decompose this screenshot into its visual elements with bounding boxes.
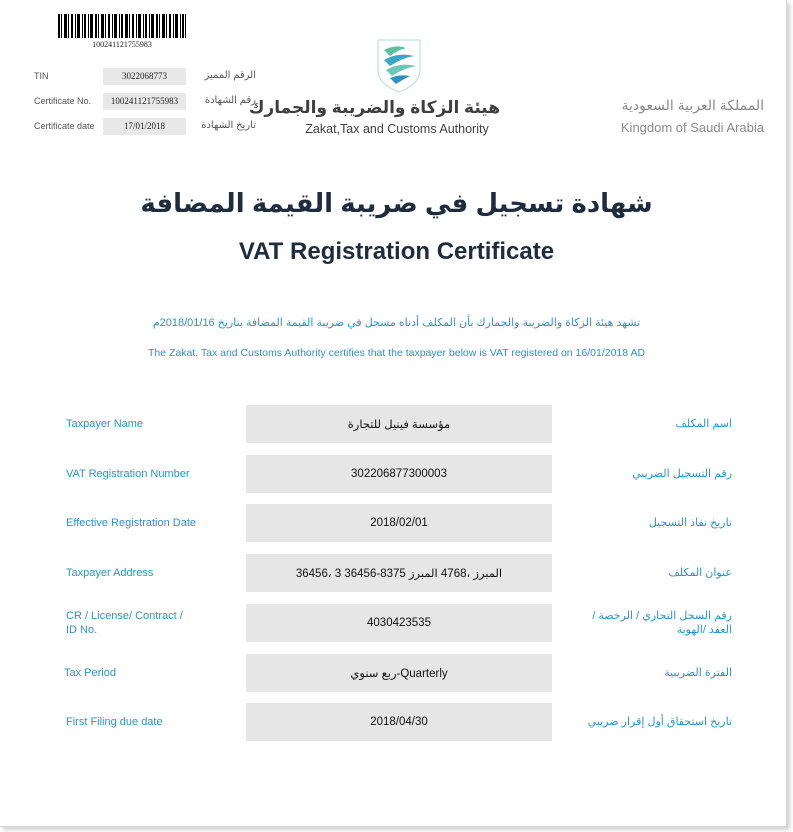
certificate-date-label-en: Certificate date xyxy=(34,121,95,131)
tin-label-en: TIN xyxy=(34,71,49,81)
taxpayer-name-label-en: Taxpayer Name xyxy=(66,418,144,430)
first-filing-due-date-label-ar: تاريخ استحقاق أول إقرار ضريبي xyxy=(587,716,732,728)
first-filing-due-date-label-en: First Filing due date xyxy=(66,716,163,728)
effective-registration-date-label-ar: تاريخ نفاذ التسجيل xyxy=(648,517,732,529)
tax-period-label-ar: الفترة الضريبية xyxy=(664,667,732,679)
vat-registration-number-value: 302206877300003 xyxy=(246,455,552,493)
taxpayer-name-row xyxy=(0,405,793,443)
cr-license-row xyxy=(0,604,793,642)
taxpayer-address-row xyxy=(0,554,793,592)
authority-name-en: Zakat,Tax and Customs Authority xyxy=(305,122,489,136)
zatca-logo-icon xyxy=(372,36,426,94)
tax-period-row xyxy=(0,654,793,692)
taxpayer-address-label-ar: عنوان المكلف xyxy=(668,567,732,579)
tin-value: 3022068773 xyxy=(103,68,186,85)
title-en: VAT Registration Certificate xyxy=(238,238,555,265)
taxpayer-address-label-en: Taxpayer Address xyxy=(66,567,154,579)
certificate-date-label-ar: تاريخ الشهادة xyxy=(201,120,256,131)
tax-period-label-en: Tax Period xyxy=(64,667,116,679)
kingdom-name-en: Kingdom of Saudi Arabia xyxy=(620,120,764,135)
tax-period-value: ربع سنوي-Quarterly xyxy=(246,654,552,692)
certificate-number-value: 100241121755983 xyxy=(103,93,186,110)
barcode-number: 100241121755983 xyxy=(92,40,152,49)
cr-license-label-ar: رقم السجل التجاري / الرخصة / العقد /الهوية xyxy=(592,610,732,636)
taxpayer-address-value: المبرز ،4768 المبرز 8375-36456 3 ،36456 xyxy=(246,554,552,592)
authority-name-ar: هيئة الزكاة والضريبة والجمارك xyxy=(248,98,500,117)
vat-registration-number-label-ar: رقم التسجيل الضريبي xyxy=(632,468,732,480)
first-filing-due-date-row xyxy=(0,703,793,741)
certificate-number-label-ar: رقم الشهادة xyxy=(204,95,256,106)
barcode-image xyxy=(58,14,186,38)
tin-label-ar: الرقم المميز xyxy=(204,70,256,81)
vat-registration-number-label-en: VAT Registration Number xyxy=(66,468,190,480)
kingdom-name-ar: المملكة العربية السعودية xyxy=(621,97,764,113)
first-filing-due-date-value: 2018/04/30 xyxy=(246,703,552,741)
effective-registration-date-value: 2018/02/01 xyxy=(246,504,552,542)
effective-registration-date-row xyxy=(0,504,793,542)
certification-statement-en: The Zakat, Tax and Customs Authority certifies that the taxpayer below is VAT registered on 16/01/2018 AD xyxy=(147,347,646,359)
certificate-number-label-en: Certificate No. xyxy=(34,96,92,106)
cr-license-label-en: CR / License/ Contract / ID No. xyxy=(66,610,183,636)
effective-registration-date-label-en: Effective Registration Date xyxy=(66,517,197,529)
taxpayer-name-value: مؤسسة فينيل للتجارة xyxy=(246,405,552,443)
title-ar: شهادة تسجيل في ضريبة القيمة المضافة xyxy=(140,188,653,218)
taxpayer-name-label-ar: اسم المكلف xyxy=(675,418,732,430)
vat-registration-number-row xyxy=(0,455,793,493)
cr-license-value: 4030423535 xyxy=(246,604,552,642)
certificate-date-value: 17/01/2018 xyxy=(103,118,186,135)
certification-statement-ar: تشهد هيئة الزكاة والضريبة والجمارك بأن المكلف أدناه مسجل في ضريبة القيمة المضافة بتاريخ 2018/01/16م xyxy=(152,317,641,329)
